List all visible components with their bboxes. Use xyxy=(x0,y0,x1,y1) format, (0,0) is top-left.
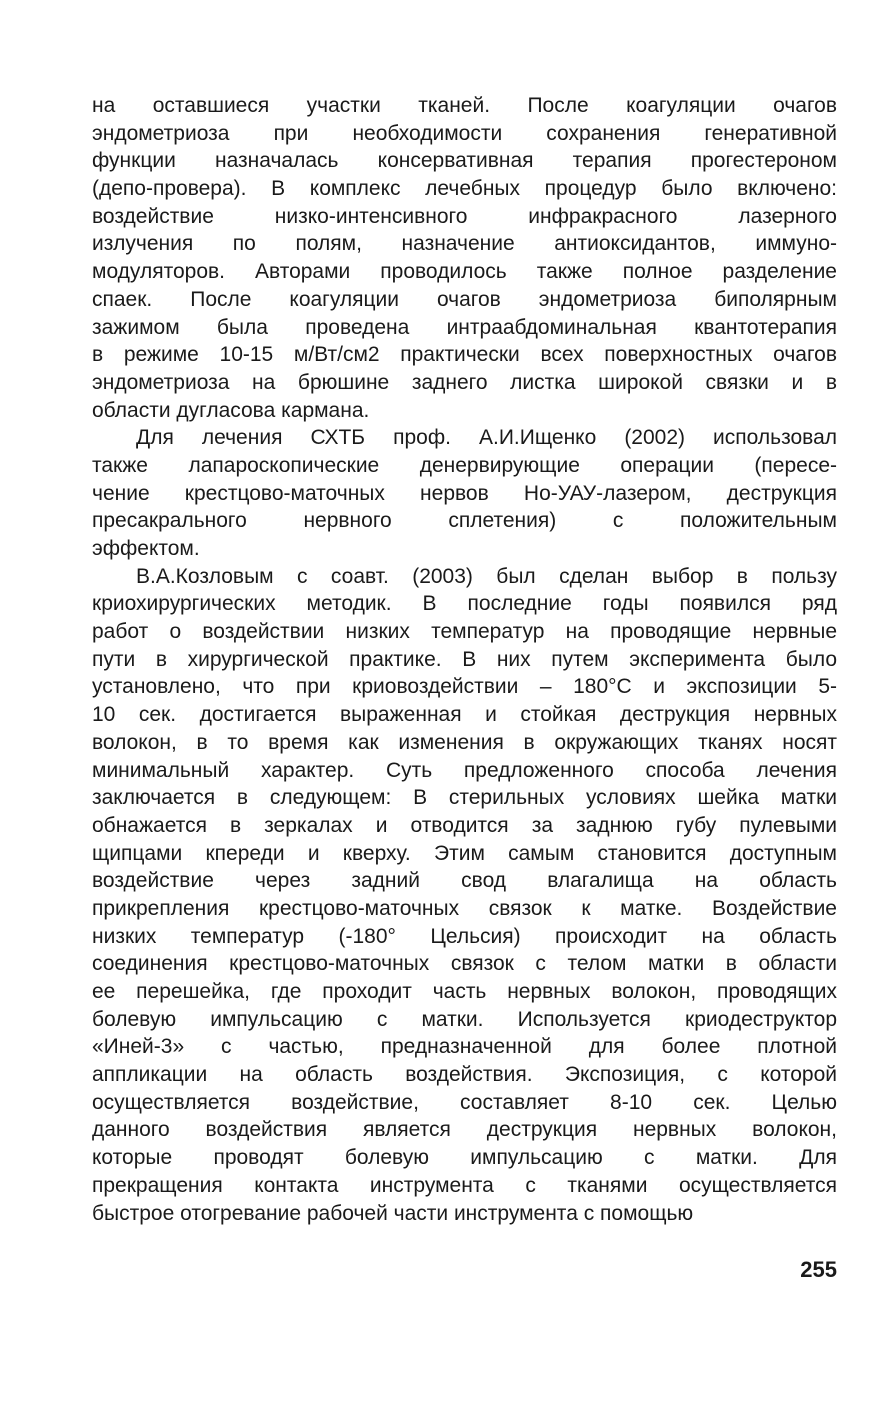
text-line: воздействие через задний свод влагалища на область xyxy=(92,869,837,893)
text-line: функции назначалась консервативная терапия прогестероном xyxy=(92,149,837,173)
text-line: быстрое отогревание рабочей части инструмента с помощью xyxy=(92,1201,694,1225)
text-line: В.А.Козловым с соавт. (2003) был сделан выбор в пользу xyxy=(136,564,837,588)
text-line: пресакрального нервного сплетения) с положительным xyxy=(92,509,837,533)
text-line: эффектом. xyxy=(92,537,200,560)
text-line: (депо-провера). В комплекс лечебных процедур было включено: xyxy=(92,177,837,201)
text-line: работ о воздействии низких температур на проводящие нервные xyxy=(92,620,837,644)
text-line: «Иней-3» с частью, предназначенной для более плотной xyxy=(92,1035,837,1059)
text-line: аппликации на область воздействия. Экспозиция, с которой xyxy=(92,1063,837,1087)
text-line: волокон, в то время как изменения в окружающих тканях носят xyxy=(92,730,837,754)
text-line: щипцами кпереди и кверху. Этим самым становится доступным xyxy=(92,841,837,865)
text-line: прекращения контакта инструмента с тканями осуществляется xyxy=(92,1173,837,1197)
paragraph xyxy=(92,424,837,562)
paragraph xyxy=(92,92,837,424)
text-line: зажимом была проведена интраабдоминальная квантотерапия xyxy=(92,315,837,339)
text-line: обнажается в зеркалах и отводится за заднюю губу пулевыми xyxy=(92,813,837,837)
text-line: которые проводят болевую импульсацию с матки. Для xyxy=(92,1146,837,1170)
text-line: пути в хирургической практике. В них путем эксперимента было xyxy=(92,647,837,671)
text-line: ее перешейка, где проходит часть нервных волокон, проводящих xyxy=(92,980,837,1003)
text-line: в режиме 10-15 м/Вт/см2 практически всех поверхностных очагов xyxy=(92,343,837,367)
text-line: 10 сек. достигается выраженная и стойкая деструкция нервных xyxy=(92,703,837,727)
text-line: эндометриоза на брюшине заднего листка широкой связки и в xyxy=(92,370,837,394)
text-line: низких температур (-180° Цельсия) происходит на область xyxy=(92,924,837,948)
text-line: минимальный характер. Суть предложенного способа лечения xyxy=(92,758,837,782)
text-line: чение крестцово-маточных нервов Но-УАУ-лазером, деструкция xyxy=(92,481,837,505)
text-line: осуществляется воздействие, составляет 8-10 сек. Целью xyxy=(92,1090,837,1114)
text-line: данного воздействия является деструкция нервных волокон, xyxy=(92,1118,837,1142)
text-line: прикрепления крестцово-маточных связок к матке. Воздействие xyxy=(92,896,837,920)
paragraph xyxy=(92,563,837,1228)
page-body xyxy=(92,92,837,1227)
text-body xyxy=(92,92,837,1227)
text-line: болевую импульсацию с матки. Используется криодеструктор xyxy=(92,1007,837,1031)
text-line: воздействие низко-интенсивного инфракрасного лазерного xyxy=(92,204,837,228)
text-line: установлено, что при криовоздействии – 180°С и экспозиции 5- xyxy=(92,675,837,699)
text-line: криохирургических методик. В последние годы появился ряд xyxy=(92,592,837,616)
text-line: соединения крестцово-маточных связок с телом матки в области xyxy=(92,952,837,976)
text-line: также лапароскопические денервирующие операции (пересе- xyxy=(92,453,837,477)
page-number: 255 xyxy=(800,1257,837,1282)
text-line: спаек. После коагуляции очагов эндометриоза биполярным xyxy=(92,287,837,311)
text-line: эндометриоза при необходимости сохранения генеративной xyxy=(92,121,837,145)
text-line: Для лечения СХТБ проф. А.И.Ищенко (2002) использовал xyxy=(136,426,837,450)
text-line: на оставшиеся участки тканей. После коагуляции очагов xyxy=(92,94,837,117)
text-line: модуляторов. Авторами проводилось также полное разделение xyxy=(92,260,837,284)
text-line: области дугласова кармана. xyxy=(92,398,370,422)
text-line: заключается в следующем: В стерильных условиях шейка матки xyxy=(92,786,837,810)
text-line: излучения по полям, назначение антиоксидантов, иммуно- xyxy=(92,232,837,256)
